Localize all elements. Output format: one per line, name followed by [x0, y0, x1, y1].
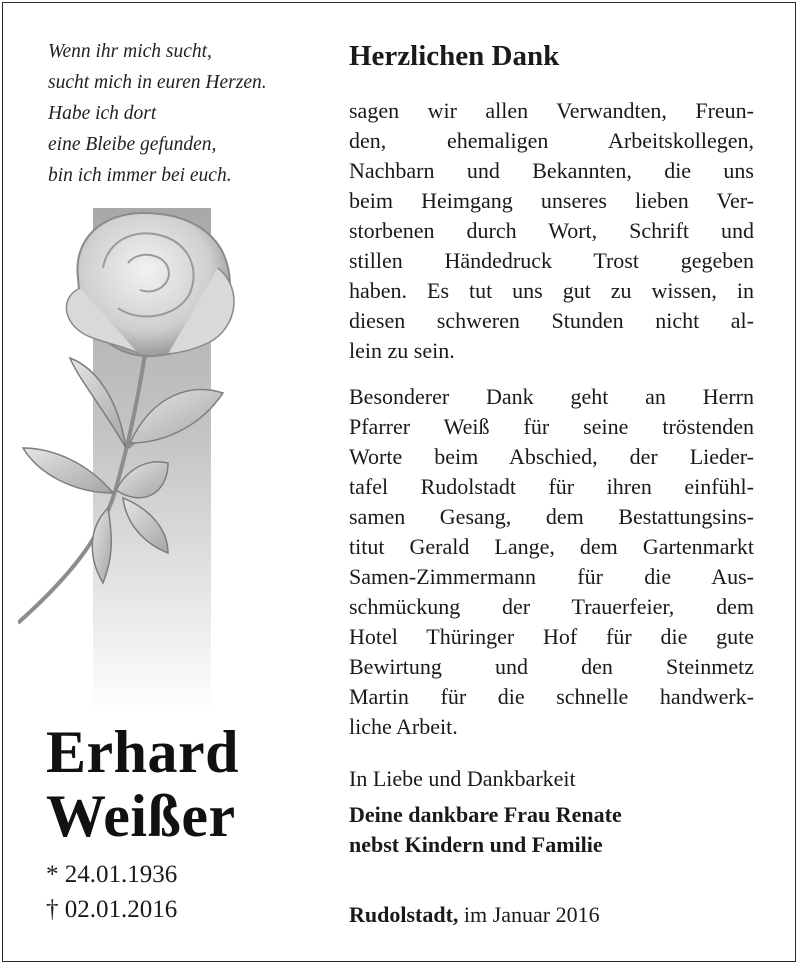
text-line: Samen-Zimmermann für die Aus- [349, 564, 754, 589]
text-line: titut Gerald Lange, dem Gartenmarkt [349, 534, 754, 559]
poem-line: Habe ich dort [48, 103, 157, 124]
text-line: samen Gesang, dem Bestattungsins- [349, 504, 754, 529]
place-city: Rudolstadt, [349, 902, 459, 927]
birth-date: * 24.01.1936 [46, 861, 178, 888]
thanks-column [349, 36, 754, 860]
signature [349, 800, 754, 860]
text-line: schmückung der Trauerfeier, dem [349, 594, 754, 619]
death-date: † 02.01.2016 [46, 896, 178, 923]
signature-line: Deine dankbare Frau Renate [349, 802, 622, 827]
place-and-date [349, 900, 600, 930]
text-line: lein zu sein. [349, 338, 455, 363]
rose-illustration [18, 208, 268, 713]
text-line: Bewirtung und den Steinmetz [349, 654, 754, 679]
text-line: haben. Es tut uns gut zu wissen, in [349, 278, 754, 303]
first-name: Erhard [46, 719, 240, 785]
deceased-name [46, 720, 239, 848]
text-line: Pfarrer Weiß für seine tröstenden [349, 414, 754, 439]
poem [48, 36, 338, 191]
poem-line: sucht mich in euren Herzen. [48, 72, 267, 93]
text-line: beim Heimgang unseres lieben Ver- [349, 188, 754, 213]
text-line: storbenen durch Wort, Schrift und [349, 218, 754, 243]
poem-line: Wenn ihr mich sucht, [48, 41, 212, 62]
life-dates [46, 857, 177, 927]
signature-line: nebst Kindern und Familie [349, 832, 603, 857]
text-line: Nachbarn und Bekannten, die uns [349, 158, 754, 183]
text-line: sagen wir allen Verwandten, Freun- [349, 98, 754, 123]
text-line: stillen Händedruck Trost gegeben [349, 248, 754, 273]
text-line: den, ehemaligen Arbeitskollegen, [349, 128, 754, 153]
poem-line: bin ich immer bei euch. [48, 165, 232, 186]
text-line: diesen schweren Stunden nicht al- [349, 308, 754, 333]
last-name: Weißer [46, 783, 236, 849]
place-date: im Januar 2016 [458, 902, 600, 927]
text-line: Worte beim Abschied, der Lieder- [349, 444, 754, 469]
text-line: Martin für die schnelle handwerk- [349, 684, 754, 709]
text-line: tafel Rudolstadt für ihren einfühl- [349, 474, 754, 499]
text-line: Hotel Thüringer Hof für die gute [349, 624, 754, 649]
text-line: liche Arbeit. [349, 714, 458, 739]
thanks-heading: Herzlichen Dank [349, 40, 560, 72]
closing-phrase: In Liebe und Dankbarkeit [349, 766, 576, 791]
poem-line: eine Bleibe gefunden, [48, 134, 217, 155]
thanks-paragraph-2 [349, 382, 754, 742]
thanks-paragraph-1 [349, 96, 754, 366]
text-line: Besonderer Dank geht an Herrn [349, 384, 754, 409]
